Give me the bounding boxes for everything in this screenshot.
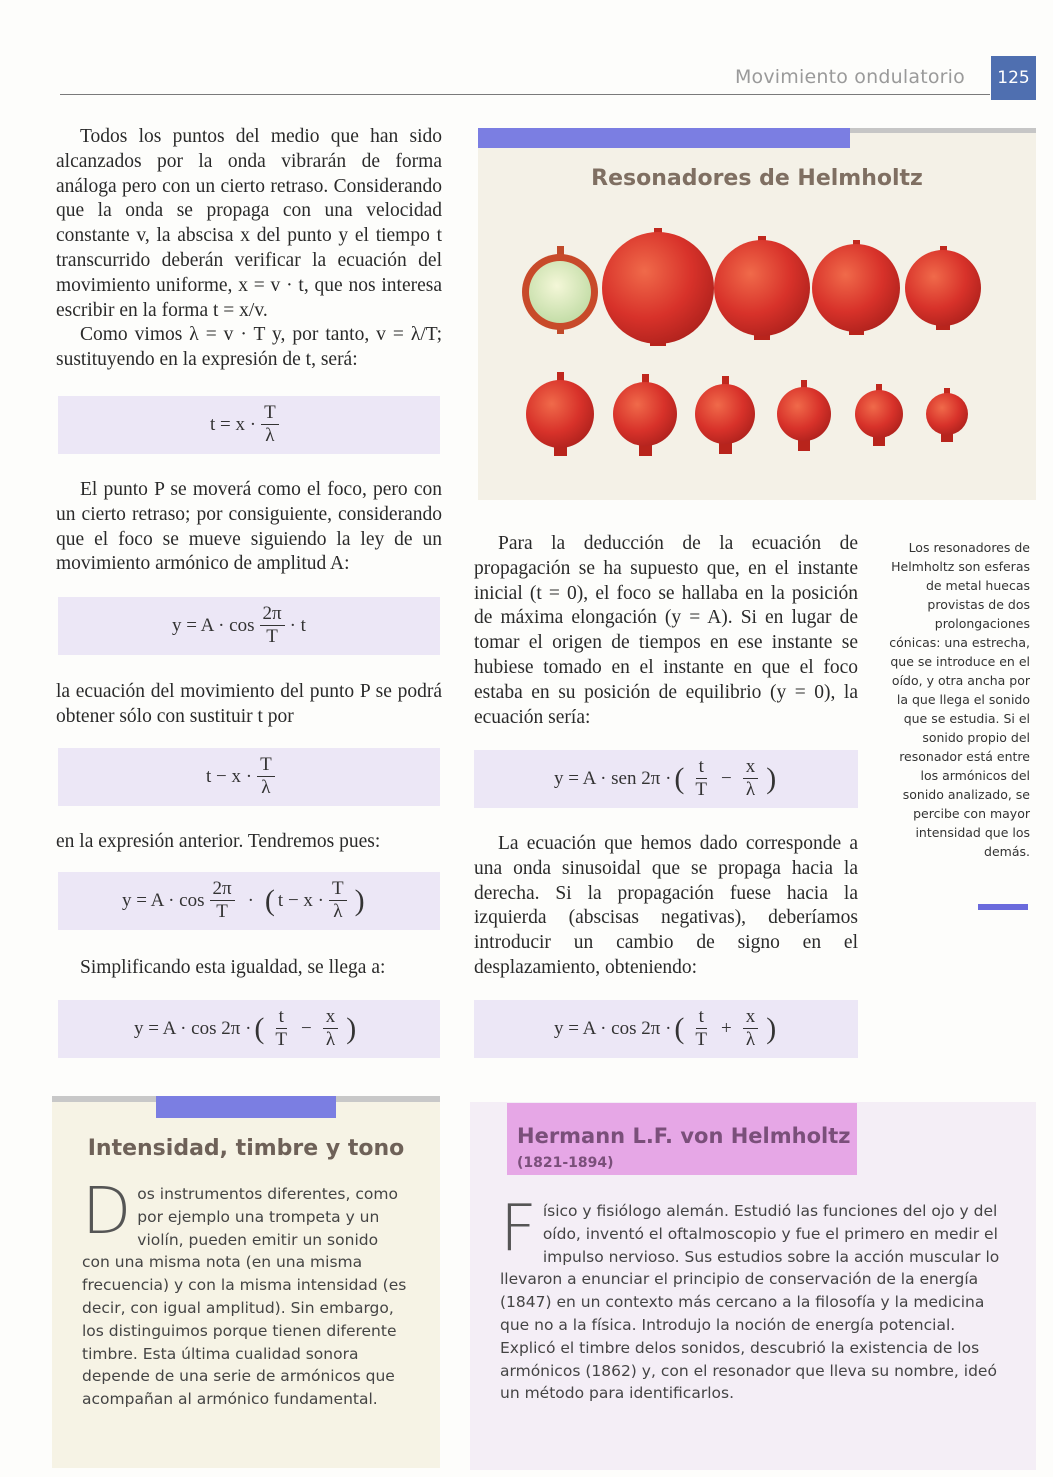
formula: y = A · cos $\frac{2\pi}{T}$ · t xyxy=(172,603,306,647)
left-column xyxy=(56,680,442,730)
fraction: $\frac{x}{\lambda}$ xyxy=(743,756,759,801)
header-rule xyxy=(60,94,990,95)
fraction: $\frac{2\pi}{T}$ xyxy=(260,603,285,648)
left-column xyxy=(56,125,442,373)
fraction: $\frac{T}{\lambda}$ xyxy=(261,402,279,447)
paragraph: Simplificando esta igualdad, se llega a: xyxy=(80,957,386,978)
fraction: $\frac{t}{T}$ xyxy=(275,1006,288,1050)
fraction: $\frac{t}{T}$ xyxy=(695,756,708,800)
fraction: $\frac{t}{T}$ xyxy=(695,1006,708,1050)
formula: t = x · $\frac{T}{\lambda}$ xyxy=(210,402,284,447)
formula: y = A · sen 2π · ( $\frac{t}{T}$ − $\frac{x}{\lambda}$ ) xyxy=(554,756,777,800)
formula-box xyxy=(58,872,440,930)
formula-box xyxy=(474,1000,858,1058)
page-number: 125 xyxy=(991,56,1036,100)
resonator-sphere xyxy=(777,380,831,451)
paragraph: La ecuación que hemos dado corresponde a una onda sinusoidal que se propaga hacia la derecha. Si la propagación fuese hacia la izquierda (abscisas negativas), deberíamos introducir un cambio de signo en el desplazamiento, obteniendo: xyxy=(474,833,858,978)
resonators-illustration xyxy=(478,200,1036,500)
formula-box xyxy=(58,1000,440,1058)
formula: y = A · cos $\frac{2\pi}{T}$ · ( t − x · $\frac{T}{\lambda}$ ) xyxy=(122,878,365,922)
fraction: $\frac{x}{\lambda}$ xyxy=(743,1006,759,1051)
resonator-sphere xyxy=(526,372,594,456)
box-accent-bar xyxy=(156,1096,336,1118)
formula-box xyxy=(58,748,440,806)
resonator-cutaway xyxy=(522,246,598,334)
drop-cap: D xyxy=(82,1175,132,1249)
resonator-sphere xyxy=(812,240,900,335)
formula-box xyxy=(58,396,440,454)
paragraph: la ecuación del movimiento del punto P se podrá obtener sólo con sustituir t por xyxy=(56,681,442,727)
fraction: $\frac{x}{\lambda}$ xyxy=(323,1006,339,1051)
left-column xyxy=(56,956,442,981)
biography-years: (1821-1894) xyxy=(517,1155,614,1171)
box-body: Dos instrumentos diferentes, como por ejemplo una trompeta y un violín, pueden emitir un sonido con una misma nota (en una misma frecuencia) y con la misma intensidad (es decir, con igual amplitud). Sin embargo, los distinguimos porque tienen diferente timbre. Esta última cualidad sonora depende de una serie de armónicos que acompañan al armónico fundamental. xyxy=(82,1175,407,1409)
running-header-title: Movimiento ondulatorio xyxy=(734,66,965,88)
biography-title: Hermann L.F. von Helmholtz xyxy=(517,1124,851,1148)
left-column xyxy=(56,478,442,577)
drop-cap: F xyxy=(500,1192,537,1266)
paragraph: Como vimos λ = v · T y, por tanto, v = λ/T; sustituyendo en la expresión de t, será: xyxy=(56,324,442,371)
resonator-sphere xyxy=(613,374,677,456)
right-column xyxy=(474,832,858,981)
formula: t − x · $\frac{T}{\lambda}$ xyxy=(206,754,280,799)
figure-title: Resonadores de Helmholtz xyxy=(591,166,923,191)
paragraph: El punto P se moverá como el foco, pero con un cierto retraso; por consiguiente, considerando que el foco se mueve siguiendo la ley de un movimiento armónico de amplitud A: xyxy=(56,479,442,575)
fraction: $\frac{T}{\lambda}$ xyxy=(257,754,275,799)
formula-box xyxy=(474,750,858,808)
resonator-sphere xyxy=(695,376,755,454)
resonator-sphere xyxy=(714,236,810,340)
formula: y = A · cos 2π · ( $\frac{t}{T}$ − $\frac{x}{\lambda}$ ) xyxy=(134,1006,357,1050)
figure-caption: Los resonadores de Helmholtz son esferas de metal huecas provistas de dos prolongaciones cónicas: una estrecha, que se introduce en el oído, y otra ancha por la que llega el sonido que se estudia. Si el sonido propio del resonador está entre los armónicos del sonido analizado, se percibe con mayor intensidad que los demás. xyxy=(889,540,1030,859)
biography-body: Físico y fisiólogo alemán. Estudió las funciones del ojo y del oído, inventó el oftalmoscopio y fue el primero en medir el impulso nervioso. Sus estudios sobre la acción muscular lo llevaron a enunciar el principio de conservación de la energía (1847) en un contexto más cercano a la filosofía y la medicina que no a la física. Introdujo la noción de energía potencial. Explicó el timbre delos sonidos, descubrió la existencia de los armónicos (1862) y, con el resonador que lleva su nombre, ideó un método para identificarlos. xyxy=(500,1192,1000,1403)
resonator-sphere xyxy=(905,246,981,330)
resonator-sphere xyxy=(926,388,968,442)
left-column xyxy=(56,830,442,855)
figure-accent-bar xyxy=(478,128,850,148)
resonator-sphere xyxy=(855,384,903,446)
right-column xyxy=(474,532,858,730)
box-title: Intensidad, timbre y tono xyxy=(87,1136,405,1161)
fraction: $\frac{T}{\lambda}$ xyxy=(329,878,347,923)
paragraph: en la expresión anterior. Tendremos pues: xyxy=(56,831,381,852)
resonator-sphere xyxy=(602,228,714,346)
paragraph: Para la deducción de la ecuación de propagación se ha supuesto que, en el instante inicial (t = 0), el foco se hallaba en la posición de máxima elongación (y = A). Si en lugar de tomar el origen de tiempos en ese instante se hubiese tomado en el instante en que el foco estaba en su posición de equilibrio (y = 0), la ecuación sería: xyxy=(474,533,858,728)
caption-end-bar xyxy=(978,904,1028,910)
fraction: $\frac{2\pi}{T}$ xyxy=(210,878,235,923)
paragraph: Todos los puntos del medio que han sido alcanzados por la onda vibrarán de forma análoga pero con un cierto retraso. Considerando que la onda se propaga con una velocidad constante v, la abscisa x del punto y el tiempo t transcurrido deberán verificar la ecuación del movimiento uniforme, x = v · t, que nos interesa escribir en la forma t = x/v. xyxy=(56,126,442,321)
formula: y = A · cos 2π · ( $\frac{t}{T}$ + $\frac{x}{\lambda}$ ) xyxy=(554,1006,777,1050)
formula-box xyxy=(58,597,440,655)
